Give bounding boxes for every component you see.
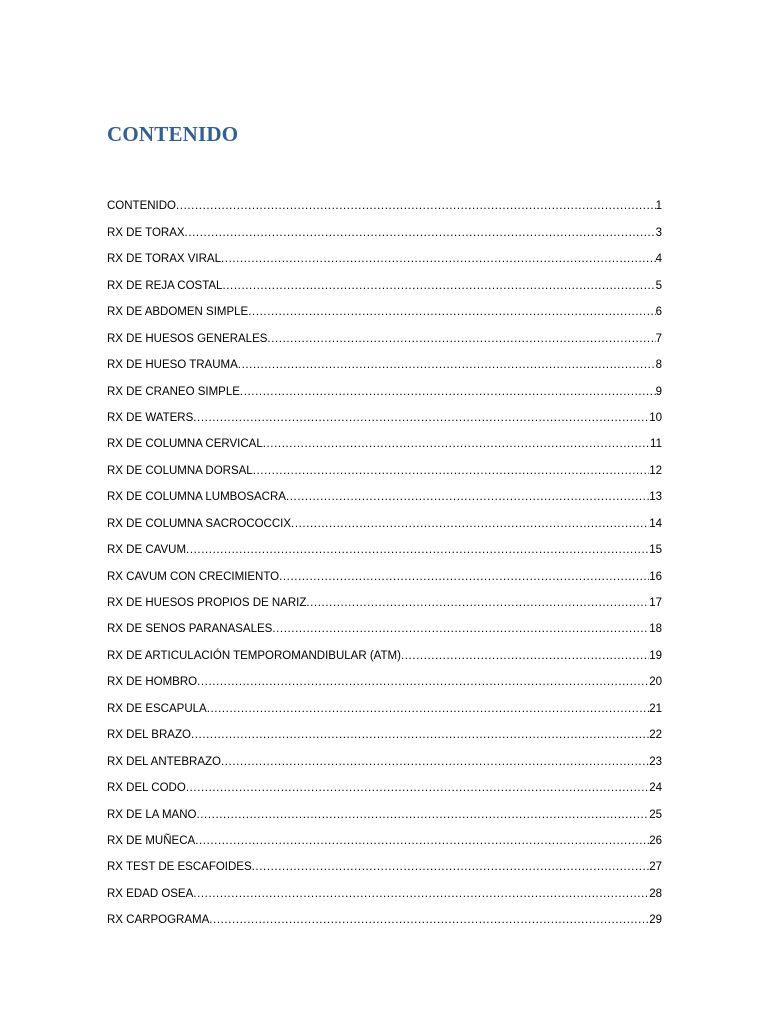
toc-dot-leader <box>209 913 649 932</box>
toc-dot-leader <box>267 332 655 351</box>
toc-dot-leader <box>306 596 649 615</box>
toc-dot-leader <box>279 570 649 589</box>
toc-entry-page-number: 4 <box>655 253 662 266</box>
toc-entry[interactable] <box>107 509 662 535</box>
toc-entry-page-number: 21 <box>649 702 662 715</box>
toc-entry-title: RX DE HOMBRO <box>107 676 198 689</box>
toc-entry[interactable] <box>107 641 662 667</box>
toc-entry-page-number: 13 <box>649 491 662 504</box>
toc-entry-page-number: 14 <box>649 517 662 530</box>
toc-dot-leader <box>248 305 655 324</box>
toc-entry-title: RX DE COLUMNA CERVICAL <box>107 438 263 451</box>
toc-entry-title: RX DEL CODO <box>107 782 186 795</box>
toc-entry-page-number: 19 <box>649 649 662 662</box>
toc-entry-page-number: 27 <box>649 861 662 874</box>
toc-entry-title: RX DE HUESOS GENERALES <box>107 332 268 345</box>
toc-entry-title: RX DE ARTICULACIÓN TEMPOROMANDIBULAR (ATM) <box>107 649 401 662</box>
toc-entry[interactable] <box>107 483 662 509</box>
toc-dot-leader <box>240 385 656 404</box>
toc-entry-page-number: 20 <box>649 676 662 689</box>
toc-entry-title: RX EDAD OSEA <box>107 887 194 900</box>
toc-entry-page-number: 5 <box>655 279 662 292</box>
toc-dot-leader <box>176 199 656 218</box>
toc-entry-page-number: 16 <box>649 570 662 583</box>
toc-entry-page-number: 12 <box>649 464 662 477</box>
toc-entry-title: RX DEL ANTEBRAZO <box>107 755 221 768</box>
toc-entry-title: RX CARPOGRAMA <box>107 914 210 927</box>
toc-entry-page-number: 7 <box>655 332 662 345</box>
toc-entry-page-number: 9 <box>655 385 662 398</box>
toc-dot-leader <box>253 464 650 483</box>
toc-dot-leader <box>193 411 649 430</box>
toc-entry[interactable] <box>107 694 662 720</box>
toc-entry[interactable] <box>107 245 662 271</box>
toc-dot-leader <box>186 781 649 800</box>
toc-dot-leader <box>221 755 649 774</box>
toc-entry[interactable] <box>107 721 662 747</box>
toc-entry-title: RX DE LA MANO <box>107 808 197 821</box>
toc-dot-leader <box>197 675 649 694</box>
toc-entry-title: RX DE SENOS PARANASALES <box>107 623 273 636</box>
toc-dot-leader <box>238 358 656 377</box>
toc-dot-leader <box>186 543 649 562</box>
toc-entry[interactable] <box>107 827 662 853</box>
toc-entry-page-number: 10 <box>649 411 662 424</box>
toc-dot-leader <box>252 860 650 879</box>
toc-entry[interactable] <box>107 668 662 694</box>
toc-entry-title: RX DE WATERS <box>107 411 194 424</box>
toc-entry-page-number: 29 <box>649 914 662 927</box>
toc-entry[interactable] <box>107 192 662 218</box>
toc-dot-leader <box>207 702 650 721</box>
toc-entry-page-number: 22 <box>649 729 662 742</box>
toc-entry-title: RX DE HUESO TRAUMA <box>107 359 238 372</box>
toc-dot-leader <box>222 279 655 298</box>
toc-entry[interactable] <box>107 536 662 562</box>
toc-heading: CONTENIDO <box>107 122 239 146</box>
toc-entry-title: RX DE CRANEO SIMPLE <box>107 385 240 398</box>
toc-entry-title: RX DE TORAX VIRAL <box>107 253 221 266</box>
toc-entry-title: RX DE COLUMNA DORSAL <box>107 464 253 477</box>
toc-entry-title: RX DE TORAX <box>107 226 185 239</box>
toc-entry[interactable] <box>107 271 662 297</box>
toc-entry[interactable] <box>107 377 662 403</box>
toc-entry-title: RX DEL BRAZO <box>107 729 191 742</box>
toc-entry[interactable] <box>107 404 662 430</box>
toc-entry-page-number: 15 <box>649 544 662 557</box>
toc-entry[interactable] <box>107 906 662 932</box>
toc-entry-page-number: 26 <box>649 834 662 847</box>
toc-entry-page-number: 3 <box>655 226 662 239</box>
toc-entry[interactable] <box>107 298 662 324</box>
toc-entry[interactable] <box>107 774 662 800</box>
toc-entry-title: RX DE COLUMNA LUMBOSACRA <box>107 491 286 504</box>
toc-entry-page-number: 25 <box>649 808 662 821</box>
toc-entry[interactable] <box>107 456 662 482</box>
toc-entry[interactable] <box>107 562 662 588</box>
toc-entry-title: CONTENIDO <box>107 200 176 213</box>
toc-entry-title: RX DE REJA COSTAL <box>107 279 223 292</box>
toc-entry-title: RX DE CAVUM <box>107 544 187 557</box>
toc-entry-title: RX DE MUÑECA <box>107 834 196 847</box>
toc-entry[interactable] <box>107 351 662 377</box>
toc-entry-title: RX DE ESCAPULA <box>107 702 207 715</box>
toc-entry-page-number: 11 <box>650 438 662 451</box>
toc-entry-title: RX TEST DE ESCAFOIDES <box>107 861 252 874</box>
toc-dot-leader <box>196 808 649 827</box>
toc-entry[interactable] <box>107 218 662 244</box>
toc-entry[interactable] <box>107 800 662 826</box>
toc-dot-leader <box>191 728 649 747</box>
toc-entry[interactable] <box>107 589 662 615</box>
toc-entry-page-number: 28 <box>649 887 662 900</box>
toc-dot-leader <box>272 622 649 641</box>
toc-entry[interactable] <box>107 324 662 350</box>
toc-dot-leader <box>401 649 649 668</box>
toc-entry-title: RX DE COLUMNA SACROCOCCIX <box>107 517 292 530</box>
toc-entry[interactable] <box>107 615 662 641</box>
toc-entry-title: RX CAVUM CON CRECIMIENTO <box>107 570 280 583</box>
toc-entry-page-number: 24 <box>649 782 662 795</box>
toc-entry-page-number: 8 <box>655 359 662 372</box>
toc-entry-page-number: 17 <box>649 597 662 609</box>
toc-entry[interactable] <box>107 430 662 456</box>
toc-dot-leader <box>263 437 650 456</box>
toc-entry[interactable] <box>107 879 662 905</box>
toc-entry-page-number: 1 <box>655 200 662 213</box>
toc-dot-leader <box>193 887 649 906</box>
toc-dot-leader <box>291 517 649 536</box>
toc-entry-page-number: 23 <box>649 755 662 768</box>
toc-dot-leader <box>195 834 649 853</box>
toc-entry-title: RX DE ABDOMEN SIMPLE <box>107 306 249 319</box>
toc-entry-page-number: 18 <box>649 623 662 636</box>
toc-entry-page-number: 6 <box>655 306 662 319</box>
toc-entry[interactable] <box>107 853 662 879</box>
toc-entry[interactable] <box>107 747 662 773</box>
toc-dot-leader <box>185 226 656 245</box>
toc-entry-title: RX DE HUESOS PROPIOS DE NARIZ <box>107 597 307 609</box>
toc-dot-leader <box>221 252 656 271</box>
toc-dot-leader <box>286 490 649 509</box>
toc-list <box>107 192 662 932</box>
